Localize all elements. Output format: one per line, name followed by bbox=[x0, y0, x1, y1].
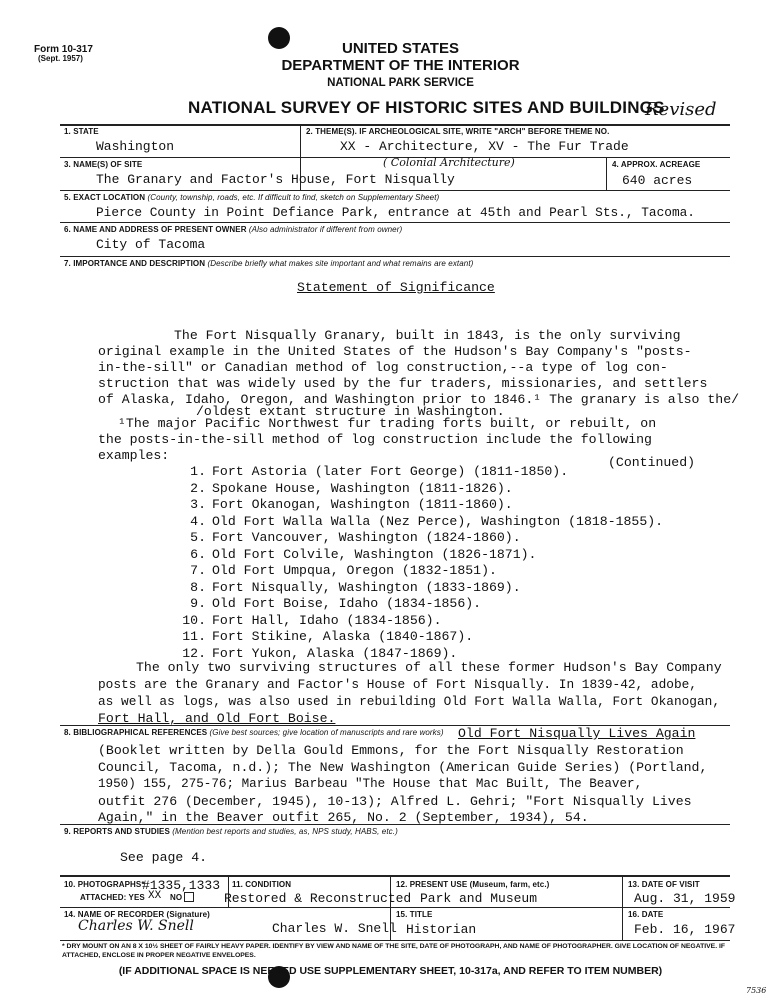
reports-label: 9. REPORTS AND STUDIES (Mention best reports and studies, as, NPS study, HABS, etc.) bbox=[64, 827, 398, 836]
list-item: 2. Spokane House, Washington (1811-1826). bbox=[190, 480, 513, 496]
rule-footer-bottom bbox=[60, 940, 730, 941]
importance-label: 7. IMPORTANCE AND DESCRIPTION (Describe briefly what makes site important and what remains are extant) bbox=[64, 259, 474, 268]
condition-value: Restored & Reconstructed bbox=[224, 891, 412, 906]
para1-overlay-line: /oldest extant structure in Washington. bbox=[196, 404, 505, 419]
list-item: 6. Old Fort Colvile, Washington (1826-1871). bbox=[190, 546, 537, 562]
supplementary-note: (IF ADDITIONAL SPACE IS NEEDED USE SUPPLEMENTARY SHEET, 10-317a, AND REFER TO ITEM NUMBER) bbox=[118, 965, 663, 977]
rule-footer-top bbox=[60, 875, 730, 877]
reports-hint: (Mention best reports and studies, as, NPS study, HABS, etc.) bbox=[172, 827, 398, 836]
para2-line-4: Fort Hall, and Old Fort Boise. bbox=[98, 711, 336, 726]
site-value: The Granary and Factor's House, Fort Nisqually bbox=[96, 172, 455, 187]
owner-label: 6. NAME AND ADDRESS OF PRESENT OWNER (Also administrator if different from owner) bbox=[64, 225, 403, 234]
footnote-line-3: examples: bbox=[98, 448, 170, 463]
list-item: 1. Fort Astoria (later Fort George) (1811-1850). bbox=[190, 464, 569, 479]
location-hint: (County, township, roads, etc. If difficult to find, sketch on Supplementary Sheet) bbox=[147, 193, 440, 202]
list-item: 11. Fort Stikine, Alaska (1840-1867). bbox=[182, 629, 474, 644]
recorder-value: Charles W. Snell bbox=[272, 921, 397, 936]
list-item: 7. Old Fort Umpqua, Oregon (1832-1851). bbox=[190, 563, 497, 578]
rule-v2 bbox=[606, 157, 607, 190]
footnote-line-2: the posts-in-the-sill method of log construction include the following bbox=[98, 432, 652, 447]
corner-mark: 7536 bbox=[746, 986, 767, 995]
bibliography-label: 8. BIBLIOGRAPHICAL REFERENCES (Give best sources; give location of manuscripts and rare works) bbox=[64, 728, 444, 737]
dry-mount-note: * DRY MOUNT ON AN 8 X 10½ SHEET OF FAIRLY HEAVY PAPER. IDENTIFY BY VIEW AND NAME OF THE SITE, DATE OF PHOTOGRAPH, AND NAME OF PHOTOGRAPHER. GIVE LOCATION OF NEGATIVE. IF ATTACHED, ENCLOSE IN PROPER NEGATIVE ENVELOPES. bbox=[62, 943, 726, 959]
para1-line-4: struction that was widely used by the fur traders, missionaries, and settlers bbox=[98, 376, 708, 391]
themes-label: 2. THEME(S). IF ARCHEOLOGICAL SITE, WRITE "ARCH" BEFORE THEME NO. bbox=[306, 127, 610, 136]
date-value: Feb. 16, 1967 bbox=[634, 922, 736, 937]
rule-footer-mid bbox=[60, 907, 730, 908]
list-item: 3. Fort Okanogan, Washington (1811-1860). bbox=[190, 497, 513, 512]
attached-yes-checkbox[interactable]: XX bbox=[148, 890, 162, 902]
title-label: 15. TITLE bbox=[396, 910, 433, 919]
rule-top bbox=[60, 124, 730, 126]
para1-line-2: original example in the United States of the Hudson's Bay Company's "posts- bbox=[98, 344, 692, 359]
continued-note: (Continued) bbox=[608, 455, 696, 470]
acreage-label: 4. APPROX. ACREAGE bbox=[612, 160, 701, 169]
state-value: Washington bbox=[96, 139, 175, 154]
photographs-no-label: NO bbox=[170, 893, 183, 902]
location-value: Pierce County in Point Defiance Park, entrance at 45th and Pearl Sts., Tacoma. bbox=[96, 205, 695, 220]
photographs-value: #1335,1333 bbox=[142, 878, 221, 893]
location-label: 5. EXACT LOCATION (County, township, roads, etc. If difficult to find, sketch on Supplementary Sheet) bbox=[64, 193, 440, 202]
title-value: Historian bbox=[406, 922, 477, 937]
date-label: 16. DATE bbox=[628, 910, 664, 919]
site-label: 3. NAME(S) OF SITE bbox=[64, 160, 143, 169]
photographs-label: 10. PHOTOGRAPHS* bbox=[64, 880, 145, 889]
bibliography-line-2: Council, Tacoma, n.d.); The New Washington (American Guide Series) (Portland, bbox=[98, 760, 708, 775]
recorder-label: 14. NAME OF RECORDER (Signature) bbox=[64, 910, 210, 919]
importance-hint: (Describe briefly what makes site important and what remains are extant) bbox=[207, 259, 474, 268]
bibliography-line-4: outfit 276 (December, 1945), 10-13); Alfred L. Gehri; "Fort Nisqually Lives bbox=[98, 794, 692, 809]
agency-name: UNITED STATES bbox=[342, 40, 459, 57]
rule-4 bbox=[60, 256, 730, 257]
date-of-visit-label: 13. DATE OF VISIT bbox=[628, 880, 700, 889]
rule-reports bbox=[60, 824, 730, 825]
para2-line-1: The only two surviving structures of all these former Hudson's Bay Company bbox=[136, 660, 722, 675]
service-name: NATIONAL PARK SERVICE bbox=[327, 77, 474, 89]
present-use-label: 12. PRESENT USE (Museum, farm, etc.) bbox=[396, 880, 550, 889]
para1-line-5: of Alaska, Idaho, Oregon, and Washington prior to 1846.¹ The granary is also the/ bbox=[98, 392, 740, 407]
revised-handwritten-note: Revised bbox=[645, 99, 717, 120]
bibliography-line-1: (Booklet written by Della Gould Emmons, for the Fort Nisqually Restoration bbox=[98, 743, 684, 758]
rule-footer-v3 bbox=[622, 875, 623, 940]
department-name: DEPARTMENT OF THE INTERIOR bbox=[281, 57, 520, 74]
recorder-signature: Charles W. Snell bbox=[78, 918, 194, 934]
footnote-line-1: ¹The major Pacific Northwest fur trading forts built, or rebuilt, on bbox=[118, 416, 657, 431]
para1-line-3: in-the-sill" or Canadian method of log construction,--a type of log con- bbox=[98, 360, 668, 375]
bibliography-line-3: 1950) 155, 275-76; Marius Barbeau "The House that Mac Built, The Beaver, bbox=[98, 777, 643, 791]
list-item: 12. Fort Yukon, Alaska (1847-1869). bbox=[182, 645, 458, 661]
bibliography-first: Old Fort Nisqually Lives Again bbox=[458, 726, 696, 741]
owner-hint: (Also administrator if different from owner) bbox=[248, 225, 403, 234]
form-number: Form 10-317 bbox=[34, 44, 93, 55]
list-item: 8. Fort Nisqually, Washington (1833-1869). bbox=[190, 579, 521, 595]
condition-label: 11. CONDITION bbox=[232, 880, 292, 889]
rule-2 bbox=[60, 190, 730, 191]
list-item: 9. Old Fort Boise, Idaho (1834-1856). bbox=[190, 596, 482, 611]
date-of-visit-value: Aug. 31, 1959 bbox=[634, 891, 736, 906]
owner-value: City of Tacoma bbox=[96, 237, 206, 252]
form-date: (Sept. 1957) bbox=[38, 54, 83, 63]
statement-heading: Statement of Significance bbox=[297, 280, 495, 295]
attached-no-checkbox[interactable] bbox=[184, 892, 194, 902]
state-label: 1. STATE bbox=[64, 127, 99, 136]
photographs-attached-label: ATTACHED: YES bbox=[80, 893, 145, 902]
list-item: 5. Fort Vancouver, Washington (1824-1860). bbox=[190, 530, 521, 545]
list-item: 4. Old Fort Walla Walla (Nez Perce), Washington (1818-1855). bbox=[190, 513, 664, 529]
present-use-value: Park and Museum bbox=[420, 891, 538, 906]
list-item: 10. Fort Hall, Idaho (1834-1856). bbox=[182, 612, 442, 628]
survey-title: NATIONAL SURVEY OF HISTORIC SITES AND BUILDINGS bbox=[188, 98, 665, 117]
fort-list bbox=[160, 464, 663, 662]
para2-line-2: posts are the Granary and Factor's House of Fort Nisqually. In 1839-42, adobe, bbox=[98, 677, 697, 692]
bibliography-line-5: Again," in the Beaver outfit 265, No. 2 (September, 1934), 54. bbox=[98, 810, 589, 825]
acreage-value: 640 acres bbox=[622, 173, 693, 188]
para1-line-1: The Fort Nisqually Granary, built in 1843, is the only surviving bbox=[174, 328, 681, 343]
themes-handwritten-addition: ( Colonial Architecture) bbox=[383, 156, 515, 169]
para2-line-3: as well as logs, was also used in rebuilding Old Fort Walla Walla, Fort Okanogan, bbox=[98, 694, 721, 709]
reports-value: See page 4. bbox=[120, 850, 208, 865]
themes-value: XX - Architecture, XV - The Fur Trade bbox=[340, 139, 629, 154]
bibliography-hint: (Give best sources; give location of manuscripts and rare works) bbox=[209, 728, 444, 737]
rule-3 bbox=[60, 222, 730, 223]
